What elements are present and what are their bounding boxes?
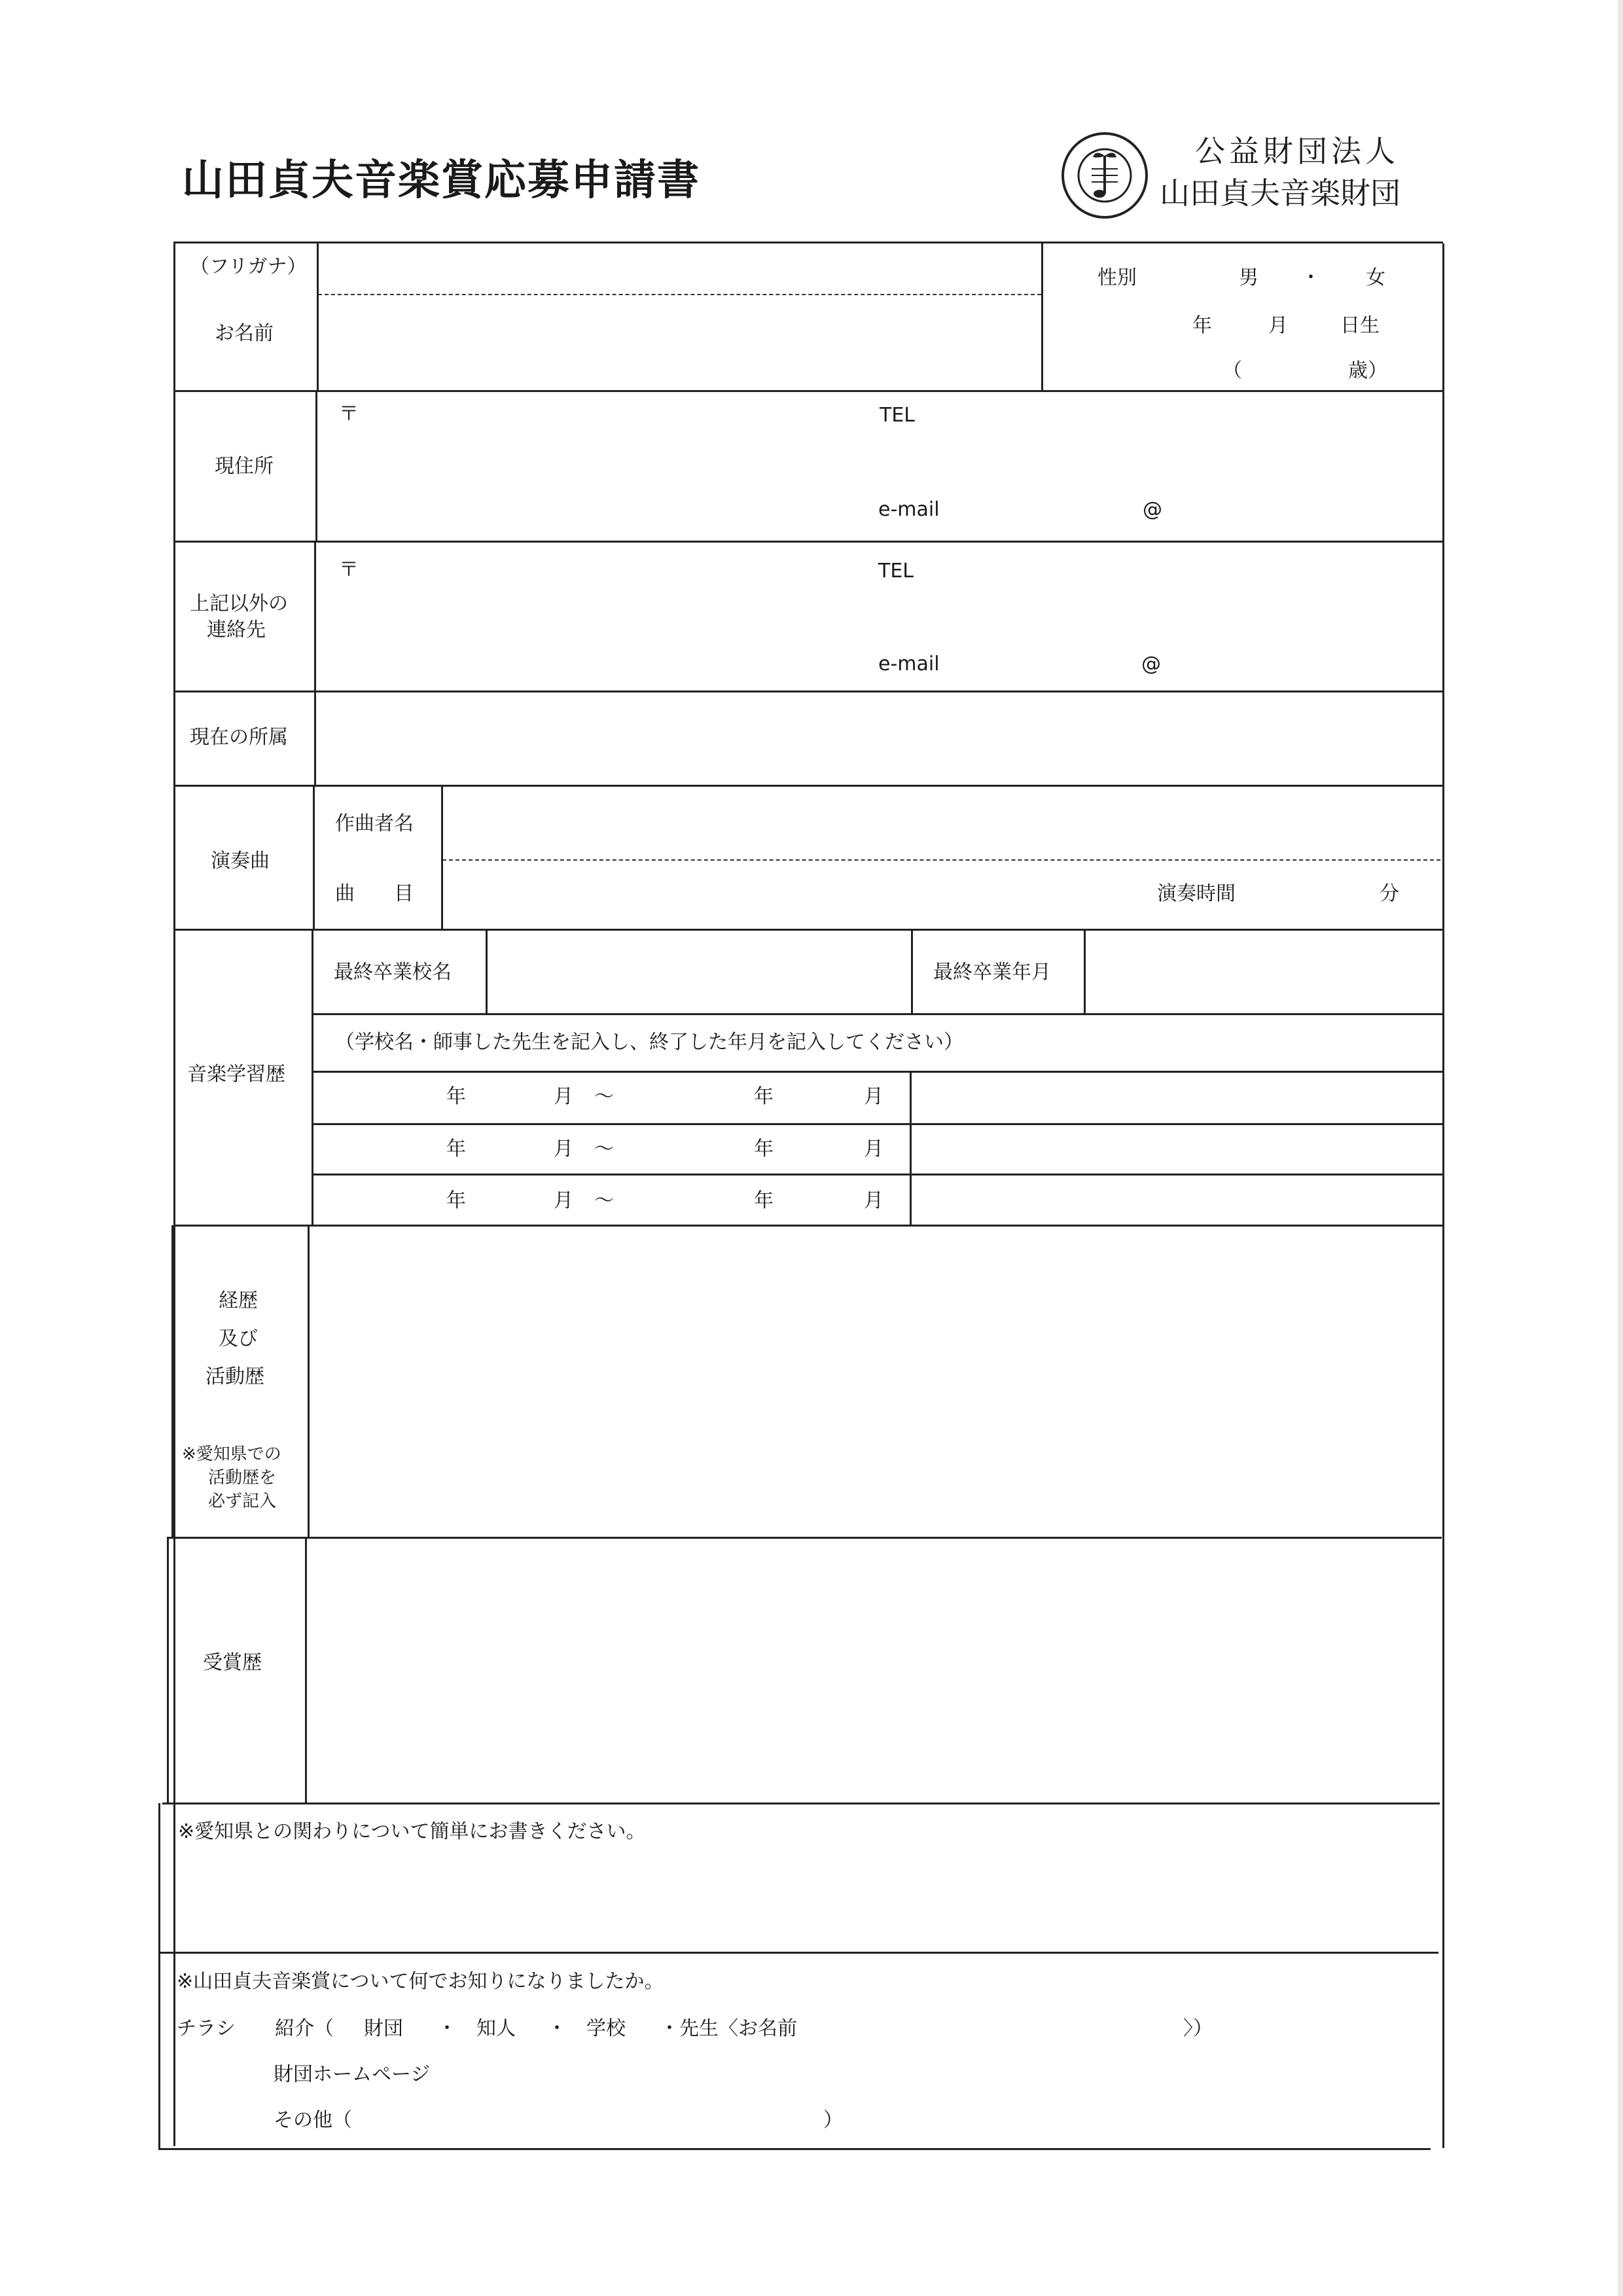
aichi-prompt: ※愛知県との関わりについて簡単にお書きください。 <box>178 1820 646 1843</box>
option-other[interactable]: その他（ <box>274 2109 352 2132</box>
foundation-logo <box>1059 130 1150 221</box>
awards-input[interactable] <box>309 1539 1437 1800</box>
final-school-label: 最終卒業校名 <box>334 961 452 984</box>
option-introduction[interactable]: 紹介（ <box>275 2017 334 2040</box>
option-flyer[interactable]: チラシ <box>177 2017 236 2040</box>
address-label: 現住所 <box>215 455 274 478</box>
graduation-date-input[interactable] <box>1088 932 1440 1011</box>
address-email-at: @ <box>1143 498 1162 521</box>
option-homepage[interactable]: 財団ホームページ <box>274 2063 431 2086</box>
career-label-3: 活動歴 <box>205 1365 264 1388</box>
alt-postal-mark: 〒 <box>339 558 359 581</box>
address-input[interactable] <box>319 393 1440 539</box>
row-end-year: 年 <box>754 1189 774 1212</box>
furigana-input[interactable] <box>319 243 1039 293</box>
alt-tel-label: TEL <box>878 560 914 583</box>
gender-male-option[interactable]: 男 <box>1239 266 1258 289</box>
composer-input[interactable] <box>445 788 1440 857</box>
furigana-label: （フリガナ） <box>190 255 307 278</box>
option-acquaintance[interactable]: 知人 <box>476 2017 516 2040</box>
birth-month-label: 月 <box>1268 314 1288 337</box>
org-type: 公益財団法人 <box>1195 134 1399 169</box>
duration-input[interactable] <box>1263 861 1374 927</box>
row-start-month: 月 <box>554 1138 573 1160</box>
source-prompt: ※山田貞夫音楽賞について何でお知りになりましたか。 <box>177 1970 664 1993</box>
option-teacher[interactable]: ・先生〈お名前 <box>660 2017 797 2040</box>
alt-contact-label-2: 連絡先 <box>207 619 266 641</box>
career-label-1: 経歴 <box>219 1289 258 1312</box>
alt-email-at: @ <box>1141 653 1161 675</box>
affiliation-input[interactable] <box>318 694 1440 783</box>
row-tilde: ～ <box>594 1085 614 1108</box>
name-label: お名前 <box>215 322 274 345</box>
address-postal-mark: 〒 <box>339 403 359 425</box>
row-end-year: 年 <box>754 1085 774 1108</box>
org-name: 山田貞夫音楽財団 <box>1160 175 1400 211</box>
teacher-close: 〉） <box>1183 2017 1213 2040</box>
row-start-year: 年 <box>446 1085 466 1108</box>
piece-title-label: 曲 目 <box>335 882 414 905</box>
duration-label: 演奏時間 <box>1157 882 1236 905</box>
row-tilde: ～ <box>594 1138 614 1160</box>
option-school[interactable]: 学校 <box>586 2017 626 2040</box>
row-start-month: 月 <box>554 1085 573 1108</box>
education-label: 音楽学習歴 <box>187 1063 285 1086</box>
career-note-2: 活動歴を <box>208 1468 277 1488</box>
row-start-year: 年 <box>446 1138 466 1160</box>
row-end-month: 月 <box>864 1189 883 1212</box>
birth-day-label: 日生 <box>1340 314 1380 337</box>
age-open: （ <box>1222 359 1242 382</box>
age-close: 歳） <box>1348 359 1387 382</box>
other-close: ） <box>823 2109 843 2132</box>
education-instruction: （学校名・師事した先生を記入し、終了した年月を記入してください） <box>335 1031 963 1054</box>
teacher-name-input[interactable] <box>812 2015 1178 2045</box>
alt-contact-input[interactable] <box>318 543 1440 689</box>
row-end-year: 年 <box>754 1138 774 1160</box>
address-tel-label: TEL <box>880 404 915 427</box>
career-input[interactable] <box>312 1228 1438 1534</box>
final-school-input[interactable] <box>490 932 908 1011</box>
logo-emblem-icon <box>1059 130 1150 221</box>
aichi-input[interactable] <box>164 1852 1436 1949</box>
option-separator: ・ <box>547 2017 567 2040</box>
other-input[interactable] <box>366 2106 818 2136</box>
alt-contact-label-1: 上記以外の <box>190 592 288 615</box>
graduation-date-label: 最終卒業年月 <box>933 961 1051 984</box>
career-note-3: 必ず記入 <box>208 1492 277 1511</box>
page-title: 山田貞夫音楽賞応募申請書 <box>182 156 700 205</box>
gender-separator: ・ <box>1301 266 1321 289</box>
row-end-month: 月 <box>864 1138 883 1160</box>
option-foundation[interactable]: 財団 <box>364 2017 403 2040</box>
piece-label: 演奏曲 <box>211 850 270 872</box>
affiliation-label: 現在の所属 <box>190 726 288 749</box>
gender-label: 性別 <box>1097 266 1137 289</box>
alt-email-label: e-mail <box>878 653 940 675</box>
scan-edge <box>1618 0 1623 2296</box>
row-tilde: ～ <box>594 1189 614 1212</box>
gender-female-option[interactable]: 女 <box>1366 266 1385 289</box>
row-start-month: 月 <box>554 1189 573 1212</box>
row-detail-input[interactable] <box>914 1176 1440 1223</box>
composer-label: 作曲者名 <box>335 812 414 835</box>
address-email-label: e-mail <box>878 498 940 521</box>
birth-year-label: 年 <box>1192 314 1212 337</box>
option-separator: ・ <box>437 2017 457 2040</box>
career-note-1: ※愛知県での <box>182 1444 281 1464</box>
career-label-2: 及び <box>219 1327 258 1350</box>
duration-minutes: 分 <box>1380 882 1399 905</box>
row-start-year: 年 <box>446 1189 466 1212</box>
row-detail-input[interactable] <box>914 1073 1440 1121</box>
row-end-month: 月 <box>864 1085 883 1108</box>
name-input[interactable] <box>319 296 1039 389</box>
awards-label: 受賞歴 <box>203 1651 262 1674</box>
row-detail-input[interactable] <box>914 1126 1440 1172</box>
piece-title-input[interactable] <box>445 861 1139 927</box>
